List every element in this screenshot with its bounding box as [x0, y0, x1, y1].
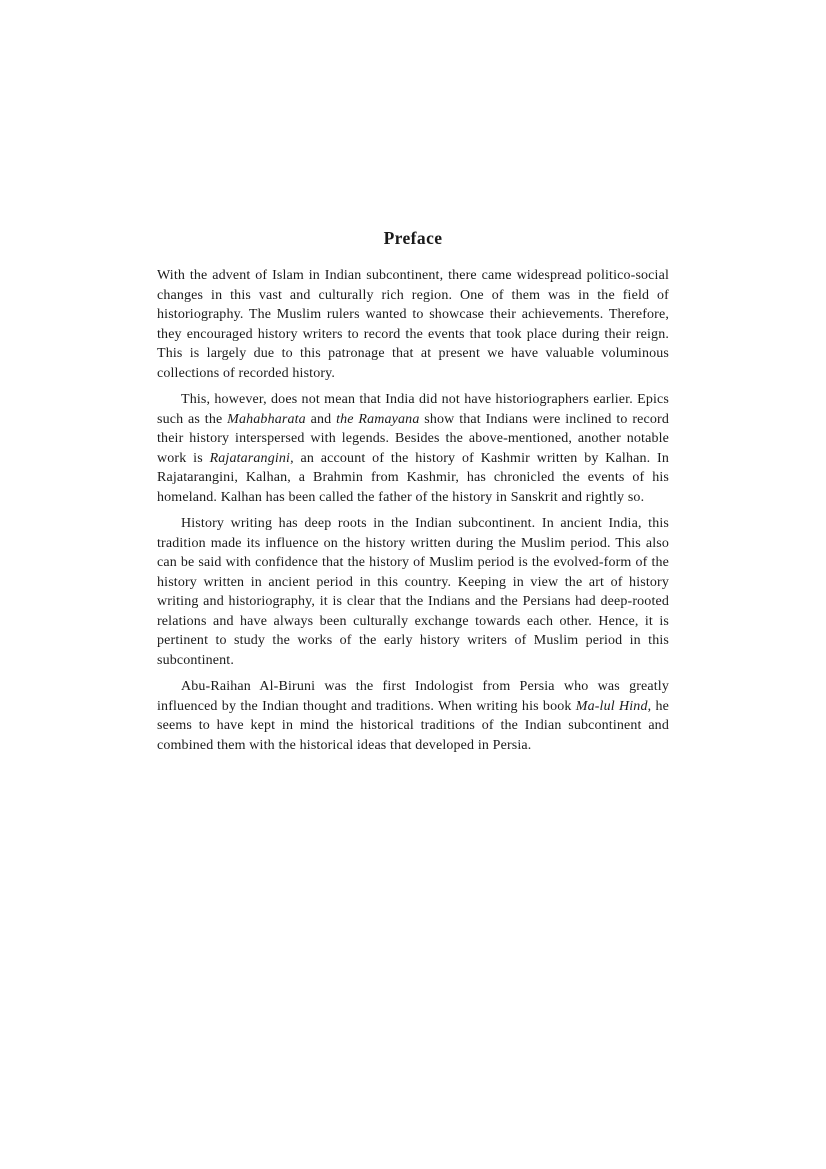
- italic-title-mahabharata: Mahabharata: [227, 411, 306, 427]
- italic-title-ramayana: the Ramayana: [336, 411, 420, 427]
- paragraph-3: [157, 514, 669, 670]
- text-span: show that Indians were inclined to record their history interspersed with legends. Besides the above-mentioned, another notable work is: [157, 411, 669, 466]
- italic-title-malul-hind: Ma-lul Hind: [575, 698, 648, 714]
- paragraph-4: [157, 677, 669, 755]
- text-span: Abu-Raihan Al-Biruni was the first Indologist from Persia who was greatly influenced by the Indian thought and traditions. When writing his book: [157, 679, 669, 714]
- text-span: and: [305, 411, 337, 427]
- text-span: With the advent of Islam in Indian subcontinent, there came widespread politico-social changes in this vast and culturally rich region. One of them was in the field of historiography. The Muslim rulers wanted to showcase their achievements. Therefore, they encouraged history writers to record the events that took place during their reign. This is largely due to this patronage that at present we have valuable voluminous collections of recorded history.: [157, 268, 669, 381]
- italic-title-rajatarangini: Rajatarangini: [209, 450, 291, 466]
- page-title: Preface: [383, 228, 443, 248]
- paragraph-1: [157, 266, 669, 383]
- text-span: , an account of the history of Kashmir written by Kalhan. In Rajatarangini, Kalhan, a Brahmin from Kashmir, has chronicled the events of his homeland. Kalhan has been called the father of the history in Sanskrit and rightly so.: [157, 450, 670, 505]
- page-content: [157, 226, 669, 755]
- text-span: This, however, does not mean that India did not have historiographers earlier. Epics such as the: [157, 392, 669, 427]
- text-span: History writing has deep roots in the Indian subcontinent. In ancient India, this tradition made its influence on the history written during the Muslim period. This also can be said with confidence that the history of Muslim period is the evolved-form of the history written in ancient period in this country. Keeping in view the art of history writing and historiography, it is clear that the Indians and the Persians had deep-rooted relations and have always been culturally exchange towards each other. Hence, it is pertinent to study the works of the early history writers of Muslim period in this subcontinent.: [157, 516, 669, 668]
- text-span: , he seems to have kept in mind the historical traditions of the Indian subcontinent and combined them with the historical ideas that developed in Persia.: [157, 698, 669, 753]
- paragraph-2: [157, 390, 669, 507]
